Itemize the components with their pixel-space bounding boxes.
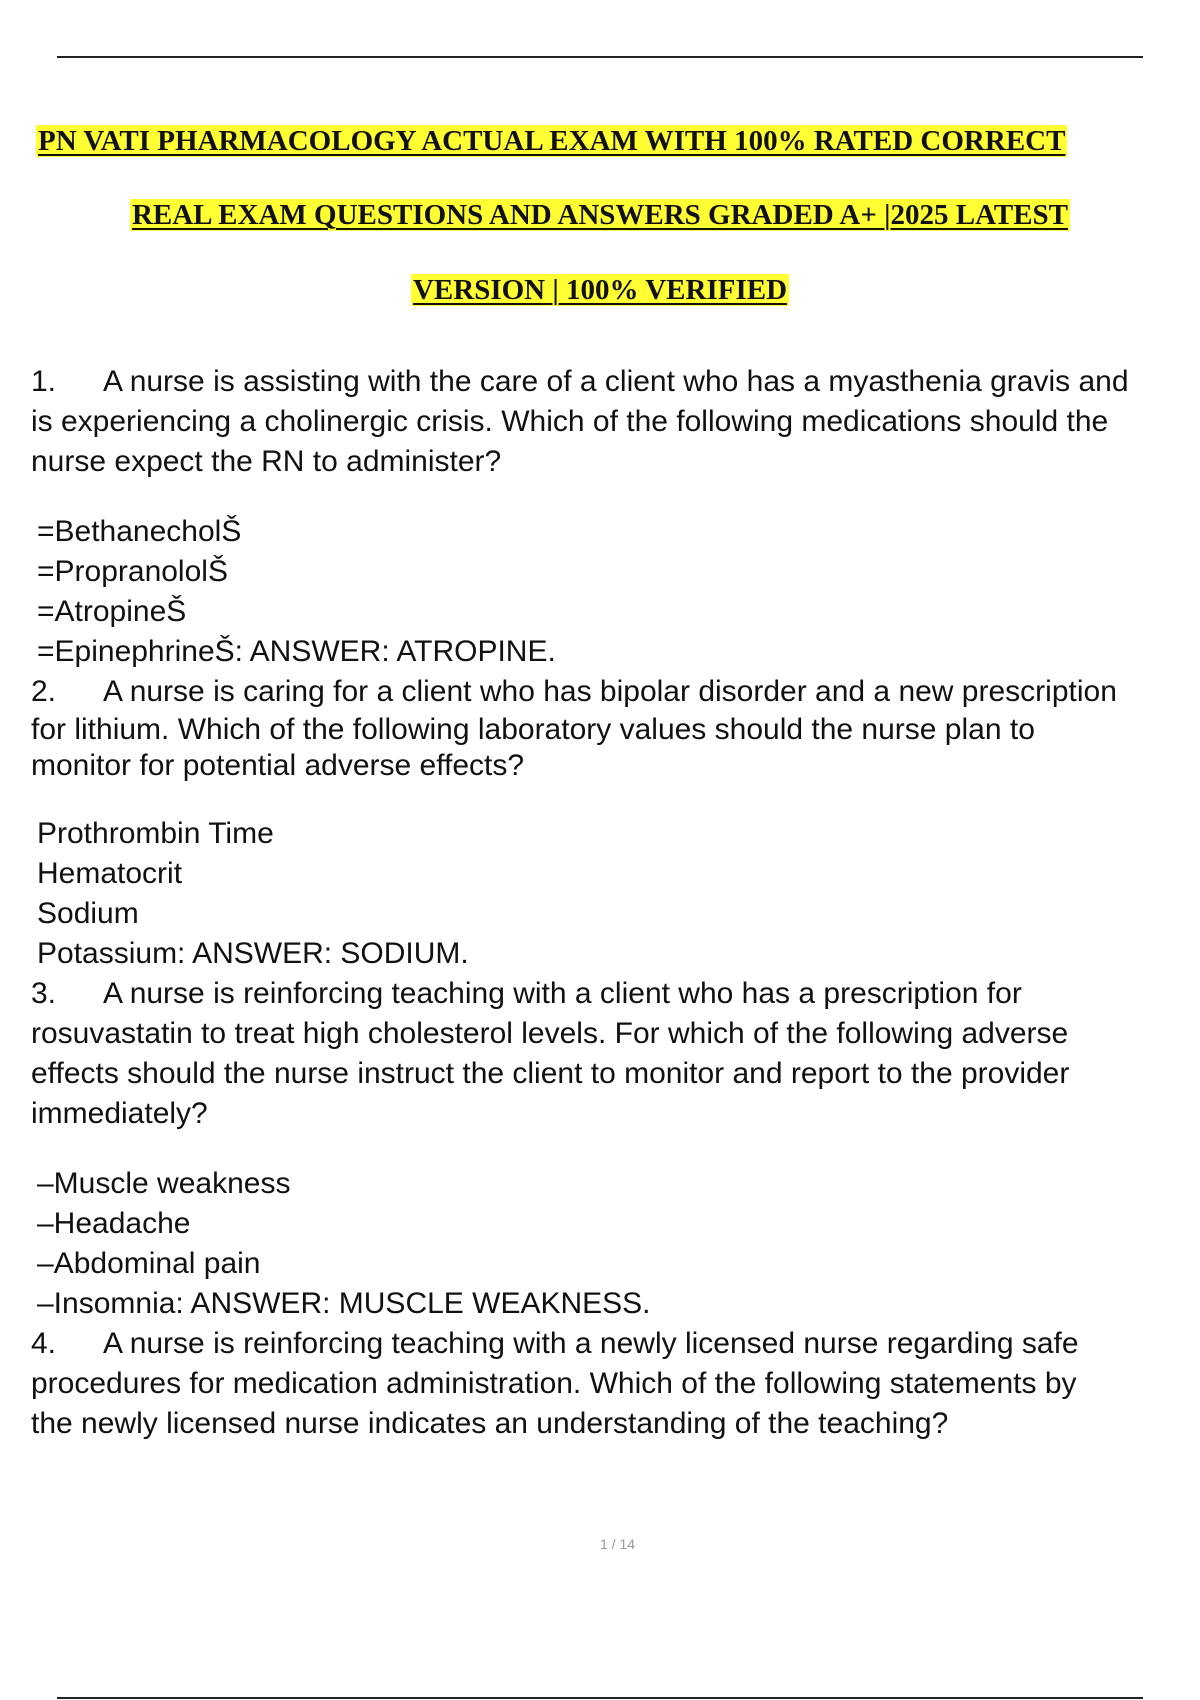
answer-option: =PropranololŠ — [37, 555, 228, 588]
answer-option: =BethanecholŠ — [37, 515, 242, 548]
question-text-line: procedures for medication administration. Which of the following statements by — [31, 1367, 1077, 1400]
answer-option: –Muscle weakness — [37, 1167, 291, 1200]
answer-option: =EpinephrineŠ: ANSWER: ATROPINE. — [37, 635, 556, 668]
answer-option: –Abdominal pain — [37, 1247, 261, 1280]
answer-option: Sodium — [37, 897, 139, 930]
document-title-line-1: PN VATI PHARMACOLOGY ACTUAL EXAM WITH 100% RATED CORRECT — [38, 125, 1066, 157]
question-text-line: A nurse is assisting with the care of a client who has a myasthenia gravis and — [103, 365, 1129, 398]
question-number: 3. — [31, 977, 57, 1010]
question-text-line: A nurse is reinforcing teaching with a client who has a prescription for — [103, 977, 1022, 1010]
question-number: 1. — [31, 365, 57, 398]
answer-option: Potassium: ANSWER: SODIUM. — [37, 937, 469, 970]
question-text-line: is experiencing a cholinergic crisis. Which of the following medications should the — [31, 405, 1109, 438]
question-text-line: rosuvastatin to treat high cholesterol levels. For which of the following adverse — [31, 1017, 1069, 1050]
question-number: 2. — [31, 675, 57, 708]
document-title-line-3: VERSION | 100% VERIFIED — [412, 274, 788, 306]
question-list — [31, 362, 1200, 1444]
answer-option: –Headache — [37, 1207, 191, 1240]
question-4 — [31, 1324, 1200, 1444]
question-text-line: immediately? — [31, 1097, 208, 1130]
question-text-line: A nurse is reinforcing teaching with a newly licensed nurse regarding safe — [103, 1327, 1079, 1360]
page-indicator: 1 / 14 — [599, 1536, 636, 1552]
question-3 — [31, 974, 1200, 1324]
top-rule — [57, 56, 1143, 58]
question-2 — [31, 672, 1200, 974]
question-text-line: effects should the nurse instruct the client to monitor and report to the provider — [31, 1057, 1070, 1090]
answer-option: –Insomnia: ANSWER: MUSCLE WEAKNESS. — [37, 1287, 651, 1320]
question-text-line: for lithium. Which of the following laboratory values should the nurse plan to — [31, 713, 1035, 746]
answer-option: Prothrombin Time — [37, 817, 274, 850]
question-text-line: the newly licensed nurse indicates an understanding of the teaching? — [31, 1407, 949, 1440]
answer-options — [37, 814, 1200, 974]
answer-options — [37, 512, 1200, 672]
question-text-line: A nurse is caring for a client who has bipolar disorder and a new prescription — [103, 675, 1117, 708]
question-text-line: nurse expect the RN to administer? — [31, 445, 502, 478]
question-number: 4. — [31, 1327, 57, 1360]
question-text-line: monitor for potential adverse effects? — [31, 749, 525, 782]
bottom-rule — [57, 1697, 1143, 1699]
answer-option: =AtropineŠ — [37, 595, 187, 628]
question-1 — [31, 362, 1200, 672]
answer-option: Hematocrit — [37, 857, 183, 890]
answer-options — [37, 1164, 1200, 1324]
document-title-line-2: REAL EXAM QUESTIONS AND ANSWERS GRADED A+ |2025 LATEST — [131, 199, 1069, 231]
